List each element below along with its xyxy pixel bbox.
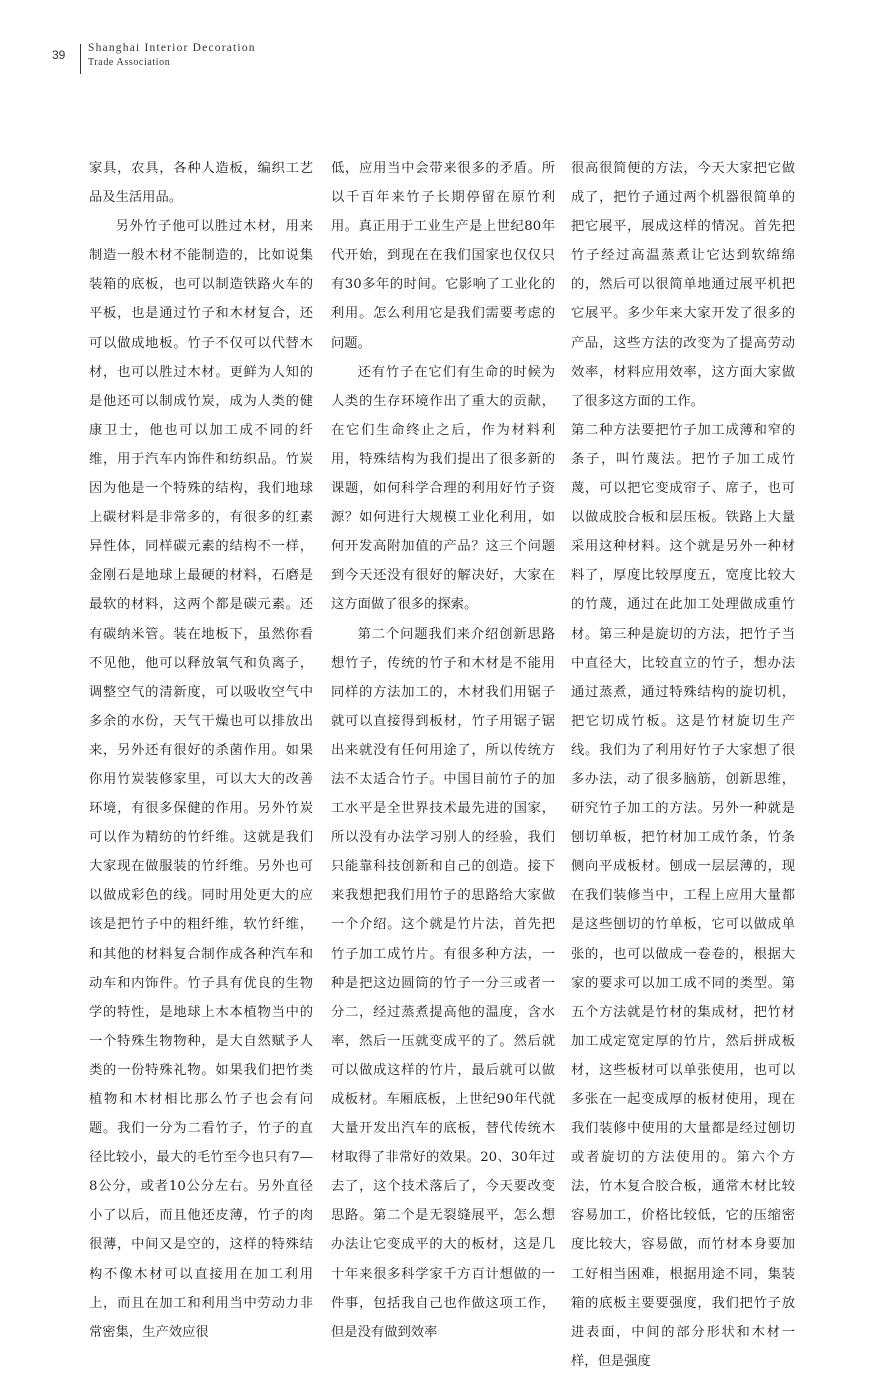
- page-number: 39: [52, 48, 66, 62]
- paragraph: 低，应用当中会带来很多的矛盾。所以千百年来竹子长期停留在原竹利用。真正用于工业生产是上世纪80年代开始，到现在在我们国家也仅仅只有30多年的时间。它影响了工业化的利用。怎么利用它是我们需要考虑的问题。: [331, 161, 555, 351]
- paragraph: 第二种方法要把竹子加工成薄和窄的条子，叫竹蔑法。把竹子加工成竹蔑，可以把它变成帘子、席子，也可以做成胶合板和层压板。铁路上大量采用这种材料。这个就是另外一种材料了，厚度比较厚度五，宽度比较大的竹蔑，通过在此加工处理做成重竹材。第三种是旋切的方法，把竹子当中直径大，比较直立的竹子，想办法通过蒸煮，通过特殊结构的旋切机，把它切成竹板。这是竹材旋切生产线。我们为了利用好竹子大家想了很多办法，动了很多脑筋，创新思维，研究竹子加工的方法。另外一种就是刨切单板，把竹材加工成竹条，竹条侧向平成板材。刨成一层层薄的，现在我们装修当中，工程上应用大量都是这些刨切的竹单板，它可以做成单张的，也可以做成一卷卷的，根据大家的要求可以加工成不同的类型。第五个方法就是竹材的集成材，把竹材加工成定宽定厚的竹片，然后拼成板材，这些板材可以单张使用，也可以多张在一起变成厚的板材使用，现在我们装修中使用的大量都是经过刨切或者旋切的方法使用的。第六个方法，竹木复合胶合板，通常木材比较容易加工，价格比较低，它的压缩密度比较大，容易做，而竹材本身要加工好相当困难，根据用途不同，集装箱的底板主要要强度，我们把竹子放进表面，中间的部分形状和木材一样，但是强度: [571, 422, 795, 1369]
- paragraph: 另外竹子他可以胜过木材，用来制造一般木材不能制造的，比如说集装箱的底板，也可以制造铁路火车的平板，也是通过竹子和木材复合，还可以做成地板。竹子不仅可以代替木材，也可以胜过木材。更鲜为人知的是他还可以制成竹炭，成为人类的健康卫士，他也可以加工成不同的纤维，用于汽车内饰件和纺织品。竹炭因为他是一个特殊的结构，我们地球上碳材料是非常多的，有很多的红素异性体，同样碳元素的结构不一样，金刚石是地球上最硬的材料，石磨是最软的材料，这两个都是碳元素。还有碳纳米管。装在地板下，虽然你看不见他，他可以释放氧气和负离子，调整空气的清新度，可以吸收空气中多余的水份，天气干燥也可以排放出来，另外还有很好的杀菌作用。如果你用竹炭装修家里，可以大大的改善环境，有很多保健的作用。另外竹炭可以作为精纺的竹纤维。这就是我们大家现在做服装的竹纤维。另外也可以做成彩色的线。同时用处更大的应该是把竹子中的粗纤维，软竹纤维，和其他的材料复合制作成各种汽车和动车和内饰件。竹子具有优良的生物学的特性，是地球上木本植物当中的一个特殊生物物种，是大自然赋予人类的一份特殊礼物。如果我们把竹类植物和木材相比那么竹子也会有问题。我们一分为二看竹子，竹子的直径比较小，最大的毛竹至今也只有7—8公分，或者10公分左右。另外直径小了以后，而且他还皮薄，竹子的肉很薄，中间又是空的，这样的特殊结构不像木材可以直接用在加工利用上，而且在加工和利用当中劳动力非常密集，生产效应很: [89, 219, 313, 1340]
- association-subtitle: Trade Association: [88, 57, 171, 68]
- header-divider: [80, 44, 81, 74]
- paragraph: 还有竹子在它们有生命的时候为人类的生存环境作出了重大的贡献，在它们生命终止之后，作为材料利用，特殊结构为我们提出了很多新的课题，如何科学合理的利用好竹子资源？如何进行大规模工业化利用，如何开发高附加值的产品？这三个问题到今天还没有很好的解决好，大家在这方面做了很多的探索。: [331, 364, 555, 613]
- association-name: Shanghai Interior Decoration: [88, 42, 256, 54]
- text-column-1: [89, 154, 313, 1340]
- paragraph: 很高很简便的方法，今天大家把它做成了，把竹子通过两个机器很简单的把它展平，展成这样的情况。首先把竹子经过高温蒸煮让它达到软绵绵的，然后可以很简单地通过展平机把它展平。多少年来大家开发了很多的产品，这些方法的改变为了提高劳动效率，材料应用效率，这方面大家做了很多这方面的工作。: [571, 161, 795, 409]
- paragraph: 第二个问题我们来介绍创新思路想竹子，传统的竹子和木材是不能用同样的方法加工的，木材我们用锯子就可以直接得到板材，竹子用锯子锯出来就没有任何用途了，所以传统方法不太适合竹子。中国目前竹子的加工水平是全世界技术最先进的国家，所以没有办法学习别人的经验，我们只能靠科技创新和自己的创造。接下来我想把我们用竹子的思路给大家做一个介绍。这个就是竹片法，首先把竹子加工成竹片。有很多种方法，一种是把这边圆筒的竹子一分三或者一分二，经过蒸煮提高他的温度，含水率，然后一压就变成平的了。然后就可以做成这样的竹片，最后就可以做成板材。车厢底板，上世纪90年代就大量开发出汽车的底板，替代传统木材取得了非常好的效果。20、30年过去了，这个技术落后了，今天要改变思路。第二个是无裂缝展平，怎么想办法让它变成平的大的板材，这是几十年来很多科学家千方百计想做的一件事，包括我自己也作做这项工作，但是没有做到效率: [331, 626, 555, 1340]
- article-body: [89, 154, 801, 1369]
- text-column-3: [571, 154, 795, 1369]
- paragraph: 家具，农具，各种人造板，编织工艺品及生活用品。: [89, 161, 313, 206]
- text-column-2: [331, 154, 555, 1340]
